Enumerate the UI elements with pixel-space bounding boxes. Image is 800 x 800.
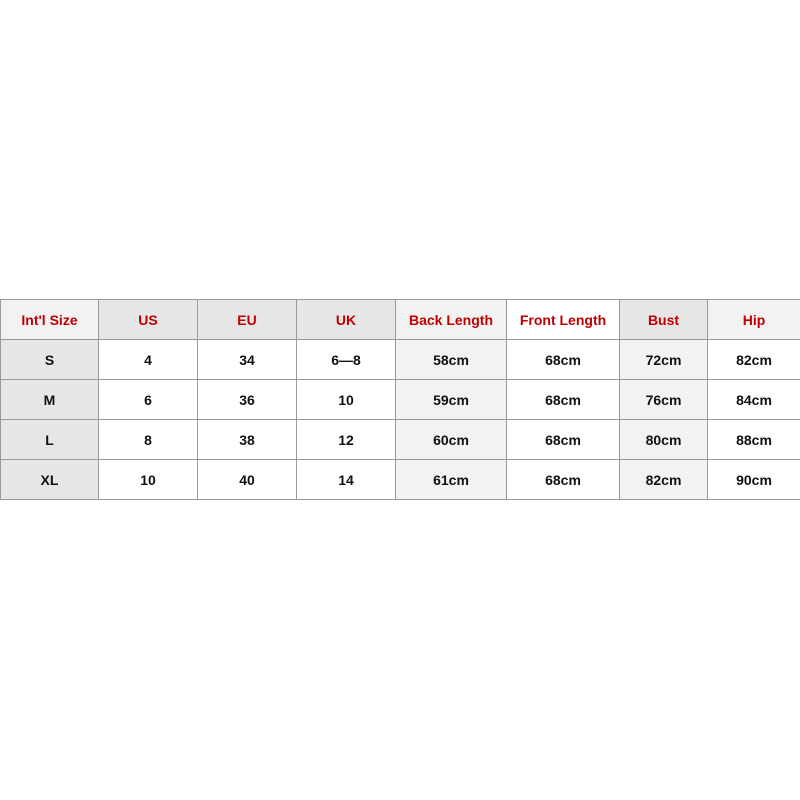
us-cell: 10 xyxy=(99,460,198,500)
header-cell-back-length: Back Length xyxy=(396,300,507,340)
hip-cell: 90cm xyxy=(708,460,800,500)
uk-cell: 6—8 xyxy=(297,340,396,380)
bust-cell: 80cm xyxy=(620,420,708,460)
back-length-cell: 58cm xyxy=(396,340,507,380)
front-length-cell: 68cm xyxy=(507,380,620,420)
back-length-cell: 61cm xyxy=(396,460,507,500)
back-length-cell: 59cm xyxy=(396,380,507,420)
us-cell: 4 xyxy=(99,340,198,380)
size-cell: M xyxy=(1,380,99,420)
size-cell: XL xyxy=(1,460,99,500)
front-length-cell: 68cm xyxy=(507,340,620,380)
table-row xyxy=(1,460,800,500)
uk-cell: 12 xyxy=(297,420,396,460)
table-row xyxy=(1,420,800,460)
table-row xyxy=(1,340,800,380)
back-length-cell: 60cm xyxy=(396,420,507,460)
table-row xyxy=(1,380,800,420)
uk-cell: 14 xyxy=(297,460,396,500)
front-length-cell: 68cm xyxy=(507,460,620,500)
size-cell: L xyxy=(1,420,99,460)
header-cell-hip: Hip xyxy=(708,300,800,340)
header-cell-uk: UK xyxy=(297,300,396,340)
bust-cell: 82cm xyxy=(620,460,708,500)
eu-cell: 38 xyxy=(198,420,297,460)
header-cell-bust: Bust xyxy=(620,300,708,340)
header-cell-front-length: Front Length xyxy=(507,300,620,340)
eu-cell: 34 xyxy=(198,340,297,380)
eu-cell: 36 xyxy=(198,380,297,420)
hip-cell: 84cm xyxy=(708,380,800,420)
us-cell: 6 xyxy=(99,380,198,420)
hip-cell: 88cm xyxy=(708,420,800,460)
size-cell: S xyxy=(1,340,99,380)
front-length-cell: 68cm xyxy=(507,420,620,460)
bust-cell: 76cm xyxy=(620,380,708,420)
header-cell-intl-size: Int'l Size xyxy=(1,300,99,340)
header-row xyxy=(1,300,800,340)
eu-cell: 40 xyxy=(198,460,297,500)
header-cell-us: US xyxy=(99,300,198,340)
header-cell-eu: EU xyxy=(198,300,297,340)
size-chart-table xyxy=(0,299,800,500)
uk-cell: 10 xyxy=(297,380,396,420)
hip-cell: 82cm xyxy=(708,340,800,380)
us-cell: 8 xyxy=(99,420,198,460)
bust-cell: 72cm xyxy=(620,340,708,380)
